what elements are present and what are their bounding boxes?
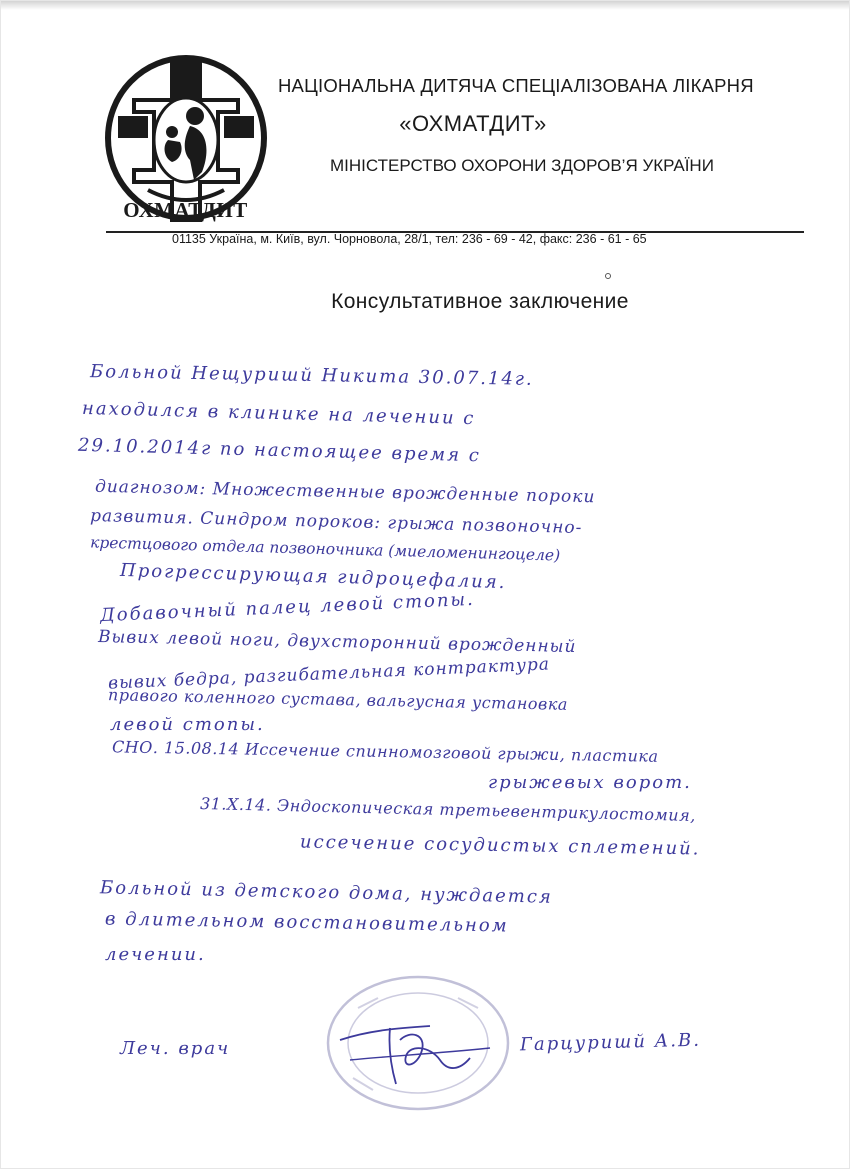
handwritten-line: находился в клинике на лечении с (81, 397, 476, 430)
handwritten-line: крестцового отдела позвоночника (миеломенингоцеле) (89, 533, 561, 565)
document-title: Консультативное заключение (331, 290, 629, 313)
handwritten-line: правого коленного сустава, вальгусная установка (107, 685, 569, 714)
handwritten-line: диагнозом: Множественные врожденные пороки (94, 476, 596, 508)
handwritten-line: 31.X.14. Эндоскопическая третьевентрикулостомия, (199, 793, 697, 826)
hospital-brand: «ОХМАТДИТ» (399, 111, 547, 136)
handwritten-line: левой стопы. (110, 714, 265, 735)
handwritten-line: СНО. 15.08.14 Иссечение спинномозговой грыжи, пластика (111, 737, 659, 766)
handwritten-line: развития. Синдром пороков: грыжа позвоночно- (89, 505, 583, 539)
scan-dot-mark (605, 273, 611, 279)
handwritten-line: в длительном восстановительном (104, 908, 509, 937)
handwritten-line: 29.10.2014г по настоящее время с (77, 434, 482, 467)
ministry-name: МІНІСТЕРСТВО ОХОРОНИ ЗДОРОВ’Я УКРАЇНИ (330, 156, 714, 175)
handwritten-line: вывих бедра, разгибательная контрактура (107, 654, 551, 694)
logo-text: ОХМАТДИТ (123, 198, 248, 222)
handwritten-line: Больной Нещуришй Никита 30.07.14г. (89, 361, 534, 390)
hospital-name: НАЦІОНАЛЬНА ДИТЯЧА СПЕЦІАЛІЗОВАНА ЛІКАРНЯ (278, 75, 754, 96)
handwritten-line: Прогрессирующая гидроцефалия. (119, 559, 507, 594)
handwritten-line: Добавочный палец левой стопы. (99, 588, 476, 627)
hospital-address: 01135 Україна, м. Київ, вул. Чорновола, 28/1, тел: 236 - 69 - 42, факс: 236 - 61 - 65 (172, 232, 647, 246)
handwritten-line: грыжевых ворот. (488, 772, 692, 793)
doctor-name: Гарцуришй А.В. (519, 1029, 702, 1056)
scan-top-streak (0, 0, 850, 10)
doctor-signature (330, 1000, 500, 1090)
handwritten-line: Больной из детского дома, нуждается (99, 877, 554, 908)
doctor-label: Леч. врач (120, 1038, 231, 1059)
handwritten-line: иссечение сосудистых сплетений. (299, 831, 701, 860)
handwritten-line: лечении. (105, 944, 206, 965)
handwritten-line: Вывих левой ноги, двухсторонний врожденный (97, 626, 577, 658)
